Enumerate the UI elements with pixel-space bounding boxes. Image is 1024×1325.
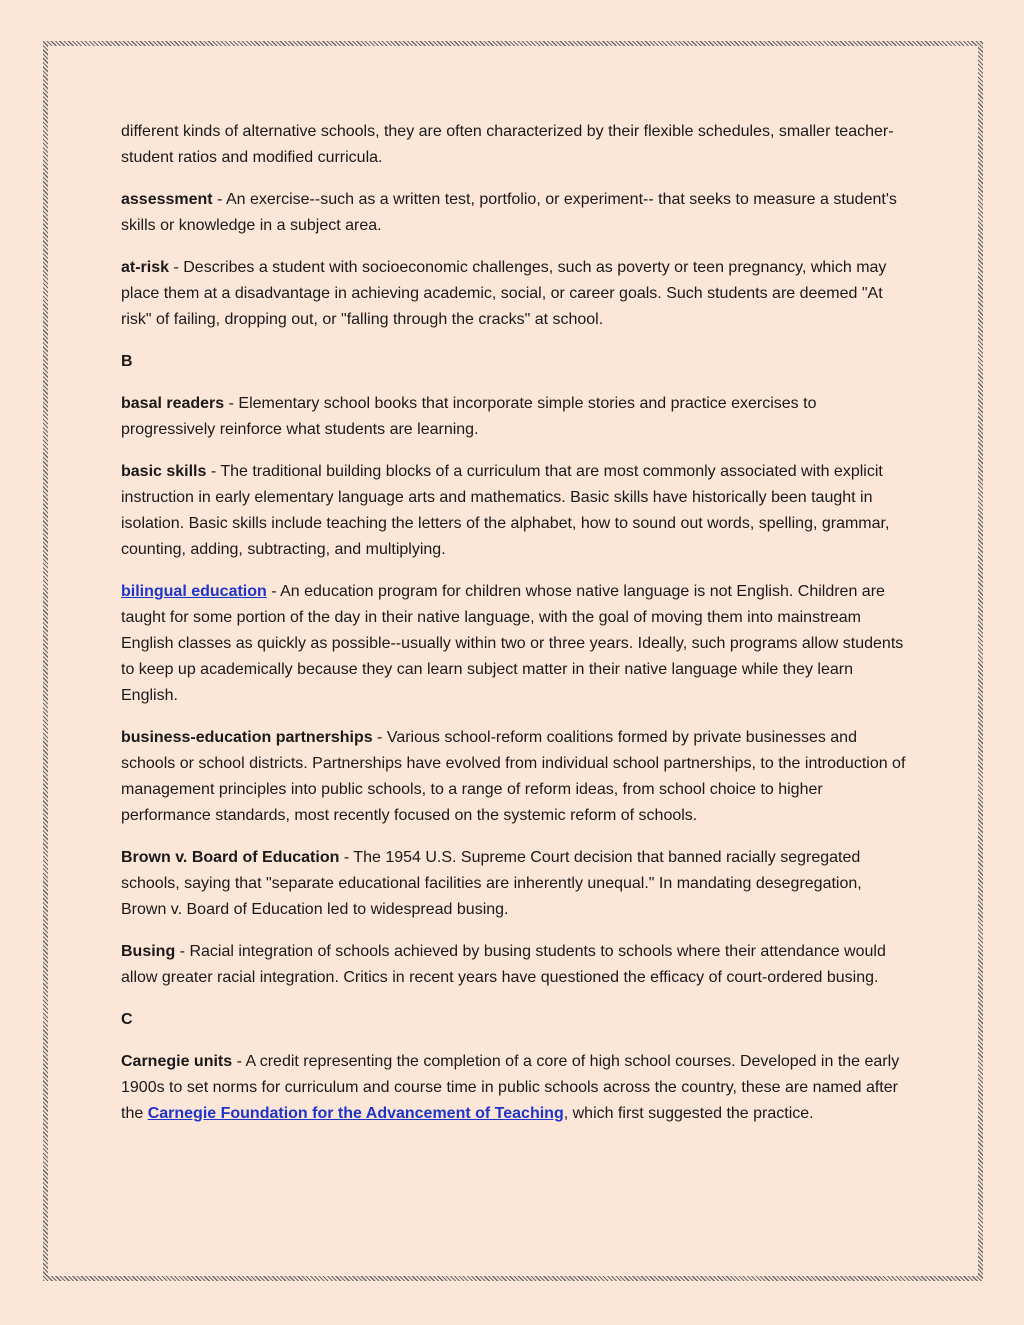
definition-bilingual-education: - An education program for children whose native language is not English. Children are taught for some portion of the day in their native language, with the goal of moving them into mainstream English classes as quickly as possible--usually within two or three years. Ideally, such programs allow students to keep up academically because they can learn subject matter in their native language while they learn English. (121, 583, 904, 704)
definition-basal-readers: - Elementary school books that incorporate simple stories and practice exercises to progressively reinforce what students are learning. (121, 395, 817, 438)
definition-carnegie-units: - A credit representing the completion of a core of high school courses. Developed in the early 1900s to set norms for curriculum and course time in public schools across the country, these are named after the (121, 1053, 900, 1122)
glossary-entry-carnegie-units (121, 1049, 911, 1127)
term-carnegie-units: Carnegie units (121, 1053, 233, 1070)
definition-at-risk: - Describes a student with socioeconomic challenges, such as poverty or teen pregnancy, which may place them at a disadvantage in achieving academic, social, or career goals. Such students are deemed "At risk" of failing, dropping out, or "falling through the cracks" at school. (121, 259, 887, 328)
glossary-entry-at-risk (121, 255, 911, 333)
glossary-entry-bilingual-education (121, 579, 911, 709)
section-letter-c: C (121, 1011, 133, 1028)
link-carnegie-foundation[interactable]: Carnegie Foundation for the Advancement of Teaching (147, 1105, 564, 1122)
term-basic-skills: basic skills (121, 463, 207, 480)
definition-busing: - Racial integration of schools achieved by busing students to schools where their attendance would allow greater racial integration. Critics in recent years have questioned the efficacy of court-ordered busing. (121, 943, 886, 986)
glossary-entry-business-education-partnerships (121, 725, 911, 829)
link-bilingual-education[interactable]: bilingual education (121, 583, 267, 600)
glossary-entry-busing (121, 939, 911, 991)
glossary-entry-assessment (121, 187, 911, 239)
glossary-entry-brown-v-board (121, 845, 911, 923)
definition-brown-v-board: - The 1954 U.S. Supreme Court decision that banned racially segregated schools, saying that "separate educational facilities are inherently unequal." In mandating desegregation, Brown v. Board of Education led to widespread busing. (121, 849, 862, 918)
term-at-risk: at-risk (121, 259, 170, 276)
glossary-content (121, 119, 911, 1143)
glossary-entry-basal-readers (121, 391, 911, 443)
glossary-entry-basic-skills (121, 459, 911, 563)
definition-carnegie-units-end: , which first suggested the practice. (563, 1105, 814, 1122)
term-business-education-partnerships: business-education partnerships (121, 729, 373, 746)
continuation-text: different kinds of alternative schools, they are often characterized by their flexible schedules, smaller teacher-student ratios and modified curricula. (121, 123, 894, 166)
glossary-continuation-text (121, 119, 911, 171)
definition-assessment: - An exercise--such as a written test, portfolio, or experiment-- that seeks to measure a student's skills or knowledge in a subject area. (121, 191, 897, 234)
term-basal-readers: basal readers (121, 395, 225, 412)
definition-basic-skills: - The traditional building blocks of a curriculum that are most commonly associated with explicit instruction in early elementary language arts and mathematics. Basic skills have historically been taught in isolation. Basic skills include teaching the letters of the alphabet, how to sound out words, spelling, grammar, counting, adding, subtracting, and multiplying. (121, 463, 890, 558)
section-letter-b: B (121, 353, 133, 370)
definition-business-education-partnerships: - Various school-reform coalitions formed by private businesses and schools or school districts. Partnerships have evolved from individual school partnerships, to the introduction of management principles into public schools, to a range of reform ideas, from school choice to higher performance standards, most recently focused on the systemic reform of schools. (121, 729, 906, 824)
term-brown-v-board: Brown v. Board of Education (121, 849, 340, 866)
term-assessment: assessment (121, 191, 213, 208)
term-busing: Busing (121, 943, 176, 960)
